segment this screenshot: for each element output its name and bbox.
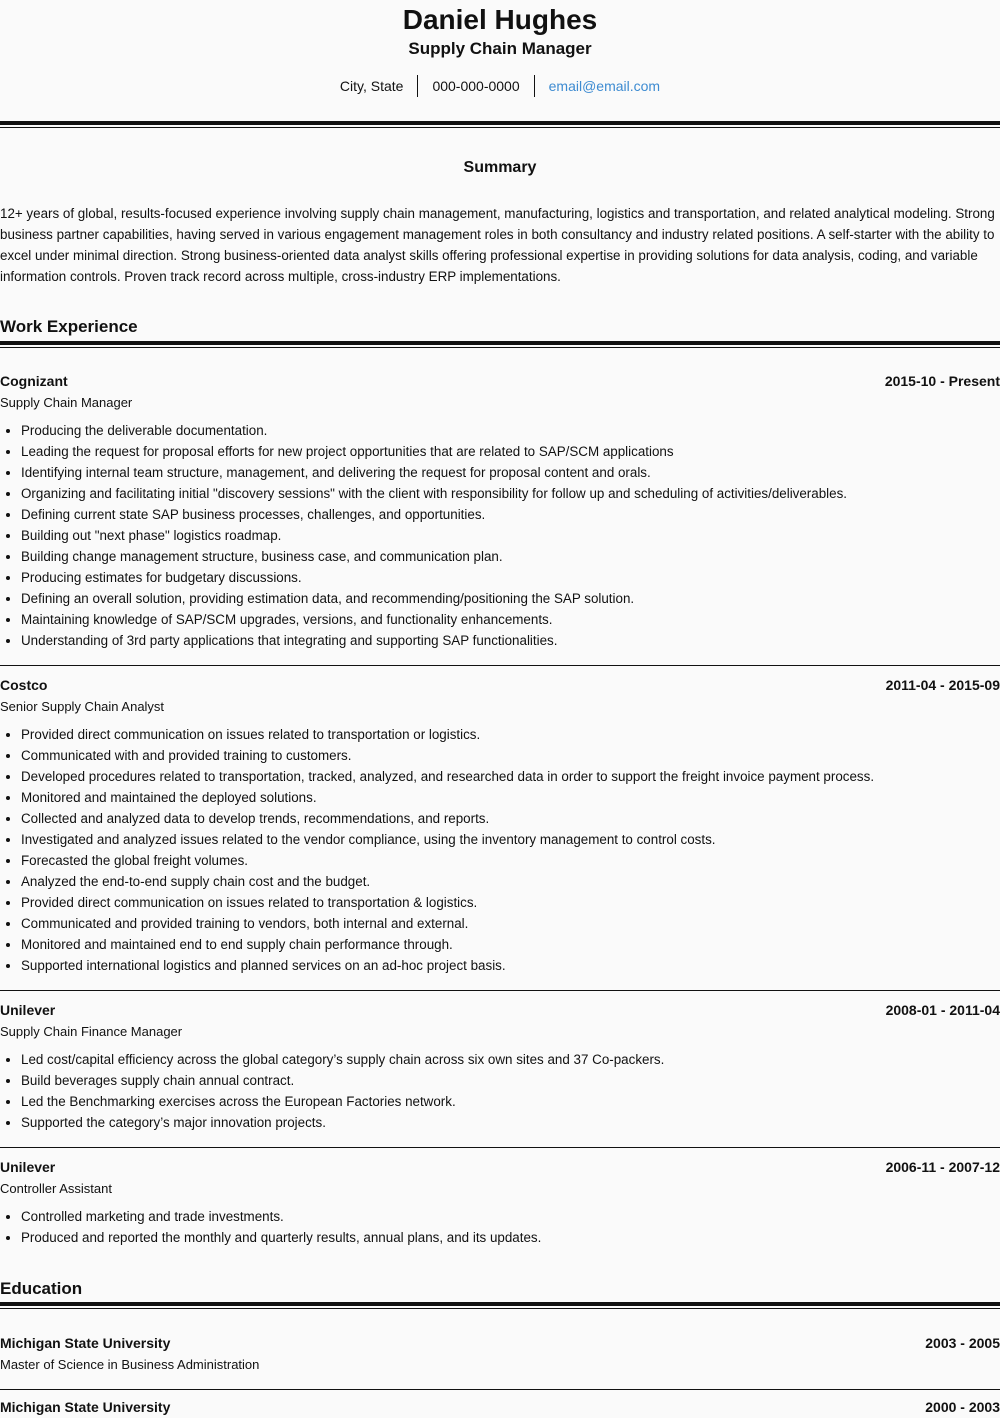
work-experience-heading: Work Experience xyxy=(0,317,138,336)
job-bullet: • Developed procedures related to transportation, tracked, analyzed, and researched data in order to support the freight invoice payment process. xyxy=(21,766,1000,787)
job-bullet: • Monitored and maintained the deployed solutions. xyxy=(21,787,1000,808)
candidate-name: Daniel Hughes xyxy=(402,4,598,35)
job-company: Cognizant xyxy=(0,373,68,389)
job-bullet: • Led cost/capital efficiency across the global category’s supply chain across six own sites and 37 Co-packers. xyxy=(21,1049,1000,1070)
job-bullet: • Defining an overall solution, providing estimation data, and recommending/positioning the SAP solution. xyxy=(21,588,1000,609)
job-role: Senior Supply Chain Analyst xyxy=(0,699,165,714)
job-bullets xyxy=(0,724,1000,976)
job-role: Supply Chain Manager xyxy=(0,395,133,410)
job-divider xyxy=(0,665,1000,666)
job-bullet: • Building change management structure, business case, and communication plan. xyxy=(21,546,1000,567)
job-divider xyxy=(0,1147,1000,1148)
contact-line xyxy=(0,75,1000,97)
education-dates: 2003 - 2005 xyxy=(925,1335,1000,1351)
job-bullet: • Producing estimates for budgetary discussions. xyxy=(21,567,1000,588)
job-bullet: • Provided direct communication on issues related to transportation or logistics. xyxy=(21,724,1000,745)
job-bullet: • Produced and reported the monthly and quarterly results, annual plans, and its updates. xyxy=(21,1227,1000,1248)
job-dates: 2011-04 - 2015-09 xyxy=(885,677,1000,693)
summary-text: 12+ years of global, results-focused experience involving supply chain management, manufacturing, logistics and transportation, and related analytical modeling. Strong business partner capabilities, having served in various engagement management roles in both consultancy and industry related positions. A self-starter with the ability to excel under minimal direction. Strong business-oriented data analyst skills offering professional expertise in providing solutions for data analysis, coding, and variable information controls. Proven track record across multiple, cross-industry ERP implementations. xyxy=(0,206,995,284)
job-bullet: • Identifying internal team structure, management, and delivering the request for proposal content and orals. xyxy=(21,462,1000,483)
education-school: Michigan State University xyxy=(0,1399,171,1415)
job-dates: 2008-01 - 2011-04 xyxy=(885,1002,1000,1018)
education-entry xyxy=(0,1332,1000,1376)
education-heading: Education xyxy=(0,1279,83,1298)
job-entry-unilever-finance xyxy=(0,999,1000,1133)
job-bullet: • Investigated and analyzed issues related to the vendor compliance, using the inventory management to control costs. xyxy=(21,829,1000,850)
job-bullet: • Organizing and facilitating initial "discovery sessions" with the client with responsibility for follow up and scheduling of activities/deliverables. xyxy=(21,483,1000,504)
job-bullet: • Supported the category’s major innovation projects. xyxy=(21,1112,1000,1133)
job-entry-unilever-controller xyxy=(0,1156,1000,1248)
job-bullet: • Producing the deliverable documentation. xyxy=(21,420,1000,441)
candidate-title: Supply Chain Manager xyxy=(408,39,592,58)
work-experience-divider xyxy=(0,341,1000,348)
job-bullet: • Led the Benchmarking exercises across the European Factories network. xyxy=(21,1091,1000,1112)
job-role: Supply Chain Finance Manager xyxy=(0,1024,183,1039)
education-divider-line xyxy=(0,1389,1000,1390)
summary-heading: Summary xyxy=(463,159,537,176)
job-bullets xyxy=(0,1049,1000,1133)
job-company: Costco xyxy=(0,677,48,693)
job-company: Unilever xyxy=(0,1159,56,1175)
job-bullet: • Build beverages supply chain annual contract. xyxy=(21,1070,1000,1091)
job-divider xyxy=(0,990,1000,991)
education-divider xyxy=(0,1302,1000,1309)
job-bullet: • Forecasted the global freight volumes. xyxy=(21,850,1000,871)
job-bullet: • Communicated and provided training to vendors, both internal and external. xyxy=(21,913,1000,934)
job-bullet: • Controlled marketing and trade investments. xyxy=(21,1206,1000,1227)
job-bullet: • Communicated with and provided training to customers. xyxy=(21,745,1000,766)
job-bullets xyxy=(0,420,1000,651)
education-school: Michigan State University xyxy=(0,1335,171,1351)
job-bullet: • Provided direct communication on issues related to transportation & logistics. xyxy=(21,892,1000,913)
contact-location: City, State xyxy=(339,78,404,94)
job-bullets xyxy=(0,1206,1000,1248)
job-dates: 2006-11 - 2007-12 xyxy=(885,1159,1000,1175)
job-bullet: • Maintaining knowledge of SAP/SCM upgrades, versions, and functionality enhancements. xyxy=(21,609,1000,630)
job-role: Controller Assistant xyxy=(0,1181,112,1196)
job-bullet: • Collected and analyzed data to develop trends, recommendations, and reports. xyxy=(21,808,1000,829)
education-entry xyxy=(0,1396,1000,1418)
job-bullet: • Understanding of 3rd party applications that integrating and supporting SAP functionalities. xyxy=(21,630,1000,651)
contact-email-link[interactable]: email@email.com xyxy=(534,75,674,97)
job-bullet: • Monitored and maintained end to end supply chain performance through. xyxy=(21,934,1000,955)
job-bullet: • Analyzed the end-to-end supply chain cost and the budget. xyxy=(21,871,1000,892)
job-bullet: • Leading the request for proposal efforts for new project opportunities that are related to SAP/SCM applications xyxy=(21,441,1000,462)
job-entry-costco xyxy=(0,674,1000,976)
job-dates: 2015-10 - Present xyxy=(884,373,1000,389)
job-bullet: • Supported international logistics and planned services on an ad-hoc project basis. xyxy=(21,955,1000,976)
header-divider xyxy=(0,121,1000,128)
job-bullet: • Building out "next phase" logistics roadmap. xyxy=(21,525,1000,546)
education-dates: 2000 - 2003 xyxy=(925,1399,1000,1415)
job-bullet: • Defining current state SAP business processes, challenges, and opportunities. xyxy=(21,504,1000,525)
contact-phone: 000-000-0000 xyxy=(417,75,533,97)
job-entry-cognizant xyxy=(0,370,1000,651)
education-degree: Master of Science in Business Administration xyxy=(0,1357,260,1372)
job-company: Unilever xyxy=(0,1002,56,1018)
